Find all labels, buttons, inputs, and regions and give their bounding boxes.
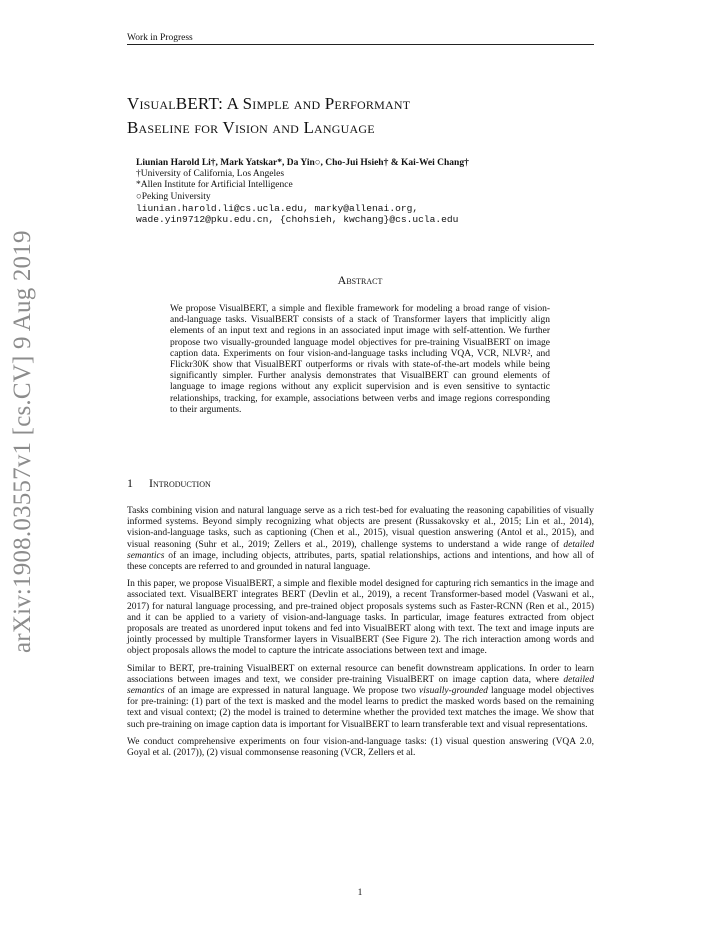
abstract-text: We propose VisualBERT, a simple and flexible framework for modeling a broad range of vision-and-language tasks. VisualBERT consists of a stack of Transformer layers that implicitly align elements of an input text and regions in an associated input image with self-attention. We further propose two visually-grounded language model objectives for pre-training VisualBERT on image caption data. Experiments on four vision-and-language tasks including VQA, VCR, NLVR², and Flickr30K show that VisualBERT outperforms or rivals with state-of-the-art models while being significantly simpler. Further analysis demonstrates that VisualBERT can ground elements of language to image regions without any explicit supervision and is even sensitive to syntactic relationships, tracking, for example, associations between verbs and image regions corresponding to their arguments. — [170, 304, 550, 415]
p3-text-b: of an image are expressed in natural language. We propose two — [164, 686, 420, 697]
section-number: 1 — [127, 476, 133, 490]
affiliation-allen: *Allen Institute for Artificial Intelligence — [136, 180, 293, 191]
affiliation-pku: ○Peking University — [136, 191, 211, 202]
page-number: 1 — [357, 888, 363, 898]
p3-text-a: Similar to BERT, pre-training VisualBERT on external resource can benefit downstream applications. In order to learn associations between images and text, we consider pre-training VisualBERT on image caption data, where — [127, 663, 594, 685]
title-line-2: Baseline for Vision and Language — [127, 118, 375, 137]
abstract-heading: Abstract — [337, 273, 383, 287]
p3-emphasis-1: detailed semantics — [127, 674, 594, 697]
author-emails-2: wade.yin9712@pku.edu.cn, {chohsieh, kwchang}@cs.ucla.edu — [136, 214, 459, 226]
author-block — [136, 158, 596, 225]
arxiv-stamp: arXiv:1908.03557v1 [cs.CV] 9 Aug 2019 — [9, 230, 36, 653]
section-title: Introduction — [149, 476, 211, 490]
body-text — [127, 506, 594, 765]
affiliation-ucla: †University of California, Los Angeles — [136, 169, 285, 180]
p3-emphasis-2: visually-grounded — [419, 686, 488, 697]
author-emails-1: liunian.harold.li@cs.ucla.edu, marky@allenai.org, — [136, 202, 419, 214]
paragraph-1 — [127, 506, 594, 573]
section-heading — [127, 476, 211, 491]
p3-text-c: language model objectives for pre-training: (1) part of the text is masked and the model learns to predict the masked words based on the remaining text and visual context; (2) the model is trained to determine whether the provided text matches the image. We show that such pre-training on image caption data is important for VisualBERT to learn transferable text and visual representations. — [127, 686, 594, 730]
author-names: Liunian Harold Li†, Mark Yatskar*, Da Yin○, Cho-Jui Hsieh† & Kai-Wei Chang† — [136, 158, 469, 168]
paper-title — [127, 92, 597, 140]
p1-text-a: Tasks combining vision and natural language serve as a rich test-bed for evaluating the reasoning capabilities of visually informed systems. Beyond simply recognizing what objects are present (Russakovsky et al., 2015; Lin et al., 2014), vision-and-language tasks, such as captioning (Chen et al., 2015), visual question answering (Antol et al., 2015), and visual reasoning (Suhr et al., 2019; Zellers et al., 2019), challenge systems to understand a wide range of — [127, 506, 594, 550]
paragraph-3 — [127, 664, 594, 731]
title-line-1: VisualBERT: A Simple and Performant — [127, 94, 411, 113]
running-head: Work in Progress — [127, 33, 594, 45]
p1-emphasis: detailed semantics — [127, 539, 594, 561]
paragraph-4: We conduct comprehensive experiments on four vision-and-language tasks: (1) visual question answering (VQA 2.0, Goyal et al. (2017)), (2) visual commonsense reasoning (VCR, Zellers et al. — [127, 736, 594, 759]
paragraph-2: In this paper, we propose VisualBERT, a simple and flexible model designed for capturing rich semantics in the image and associated text. VisualBERT integrates BERT (Devlin et al., 2019), a recent Transformer-based model (Vaswani et al., 2017) for natural language processing, and pre-trained object proposals systems such as Faster-RCNN (Ren et al., 2015) and it can be applied to a variety of vision-and-language tasks. In particular, image features extracted from object proposals are treated as unordered input tokens and fed into VisualBERT along with text. The text and image inputs are jointly processed by multiple Transformer layers in VisualBERT (See Figure 2). The rich interaction among words and object proposals allows the model to capture the intricate associations between text and image. — [127, 579, 594, 657]
p1-text-b: of an image, including objects, attributes, parts, spatial relationships, actions and intentions, and how all of these concepts are referred to and grounded in natural language. — [127, 550, 594, 573]
